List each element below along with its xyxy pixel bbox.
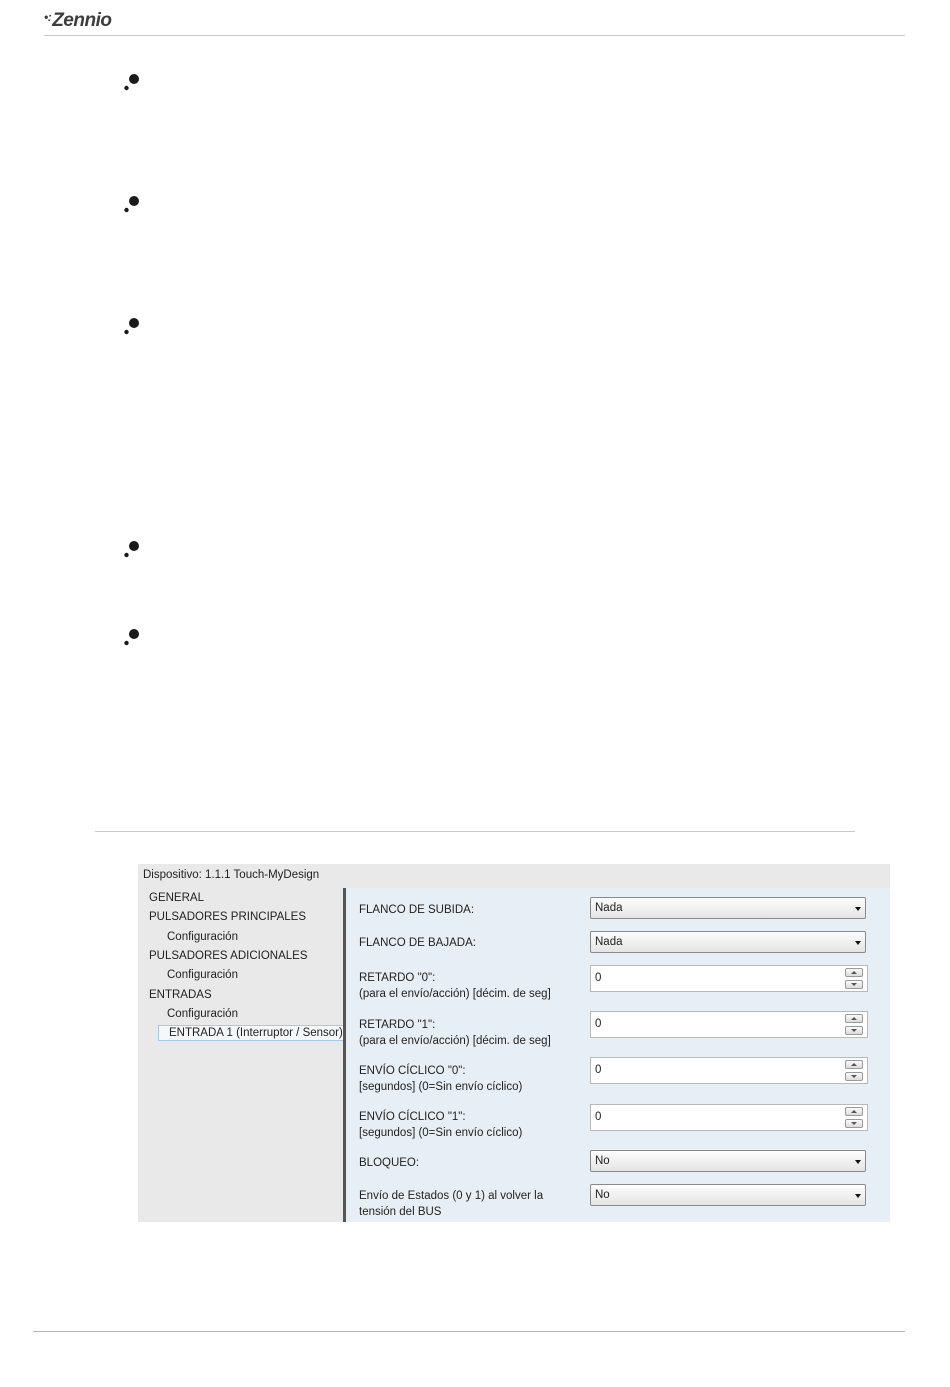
bullet-icon bbox=[122, 72, 142, 92]
chevron-down-icon bbox=[855, 1194, 861, 1198]
bullet-icon bbox=[122, 316, 142, 336]
flanco-subida-select[interactable]: Nada bbox=[590, 897, 866, 919]
spin-up-icon[interactable] bbox=[845, 1060, 863, 1069]
param-label: RETARDO "0": (para el envío/acción) [décim. de seg] bbox=[359, 972, 551, 1000]
envio-estados-select[interactable]: No bbox=[590, 1184, 866, 1206]
footer-divider bbox=[33, 1331, 905, 1332]
param-label: FLANCO DE SUBIDA: bbox=[359, 904, 475, 916]
chevron-down-icon bbox=[855, 907, 861, 911]
param-label: FLANCO DE BAJADA: bbox=[359, 937, 476, 949]
spin-up-icon[interactable] bbox=[845, 1107, 863, 1116]
tree-item-entrada-1[interactable]: ENTRADA 1 (Interruptor / Sensor) bbox=[158, 1025, 346, 1041]
spin-up-icon[interactable] bbox=[845, 1014, 863, 1023]
bullet-icon bbox=[122, 194, 142, 214]
retardo-1-stepper[interactable]: 0 bbox=[590, 1011, 868, 1038]
zennio-logo: •:Zennio bbox=[44, 10, 112, 31]
tree-item-general[interactable]: GENERAL bbox=[149, 892, 204, 904]
section-divider bbox=[95, 831, 855, 832]
bullet-icon bbox=[122, 627, 142, 647]
flanco-bajada-select[interactable]: Nada bbox=[590, 931, 866, 953]
tree-item-configuracion[interactable]: Configuración bbox=[167, 931, 238, 943]
tree-item-configuracion[interactable]: Configuración bbox=[167, 1008, 238, 1020]
spin-down-icon[interactable] bbox=[845, 1072, 863, 1081]
spin-down-icon[interactable] bbox=[845, 1026, 863, 1035]
param-label: BLOQUEO: bbox=[359, 1157, 420, 1169]
param-label: RETARDO "1": (para el envío/acción) [décim. de seg] bbox=[359, 1019, 551, 1047]
chevron-down-icon bbox=[855, 941, 861, 945]
window-title: Dispositivo: 1.1.1 Touch-MyDesign bbox=[143, 869, 320, 881]
spin-down-icon[interactable] bbox=[845, 1119, 863, 1128]
spin-up-icon[interactable] bbox=[845, 968, 863, 977]
header-divider bbox=[44, 35, 905, 36]
tree-item-configuracion[interactable]: Configuración bbox=[167, 969, 238, 981]
spin-down-icon[interactable] bbox=[845, 980, 863, 989]
envio-ciclico-1-stepper[interactable]: 0 bbox=[590, 1104, 868, 1131]
tree-item-entradas[interactable]: ENTRADAS bbox=[149, 989, 212, 1001]
tree-item-pulsadores-adicionales[interactable]: PULSADORES ADICIONALES bbox=[149, 950, 308, 962]
bloqueo-select[interactable]: No bbox=[590, 1150, 866, 1172]
bullet-icon bbox=[122, 539, 142, 559]
parameters-panel bbox=[346, 888, 890, 1222]
param-label: ENVÍO CÍCLICO "0": [segundos] (0=Sin envío cíclico) bbox=[359, 1065, 523, 1093]
param-label: Envío de Estados (0 y 1) al volver la tensión del BUS bbox=[359, 1190, 544, 1218]
retardo-0-stepper[interactable]: 0 bbox=[590, 965, 868, 992]
parameter-tree bbox=[138, 888, 343, 1222]
envio-ciclico-0-stepper[interactable]: 0 bbox=[590, 1057, 868, 1084]
parameter-window-screenshot bbox=[138, 864, 890, 1222]
tree-item-pulsadores-principales[interactable]: PULSADORES PRINCIPALES bbox=[149, 911, 307, 923]
chevron-down-icon bbox=[855, 1160, 861, 1164]
param-label: ENVÍO CÍCLICO "1": [segundos] (0=Sin envío cíclico) bbox=[359, 1111, 523, 1139]
